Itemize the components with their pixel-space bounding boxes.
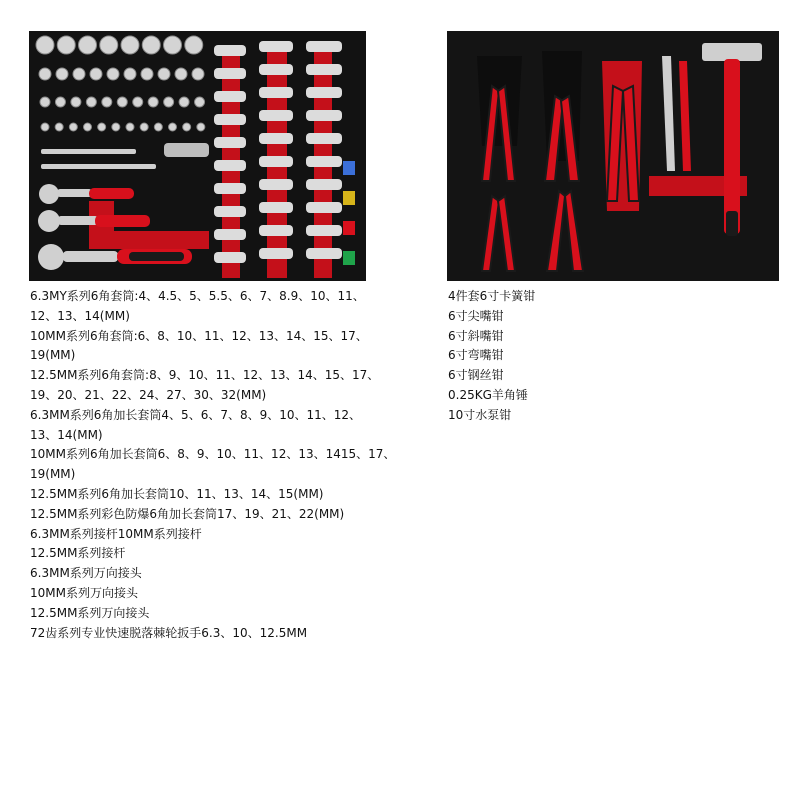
tool-spec-line: 0.25KG羊角锤 — [448, 387, 528, 402]
socket-spec-line: 6.3MY系列6角套筒:4、4.5、5、5.5、6、7、8.9、10、11、 12、13、14(MM) — [30, 289, 365, 323]
socket-spec-line: 10MM系列6角加长套筒6、8、9、10、11、12、13、1415、17、19(MM) — [30, 447, 396, 482]
socket-spec-line: 72齿系列专业快速脱落棘轮扳手6.3、10、12.5MM — [30, 625, 308, 640]
plier-tray-drawing — [447, 31, 779, 281]
socket-tray-drawing — [29, 31, 366, 281]
socket-spec-line: 12.5MM系列彩色防爆6角加长套筒17、19、21、22(MM) — [30, 506, 345, 521]
socket-spec-line: 10MM系列6角套筒:6、8、10、11、12、13、14、15、17、 19(MM) — [30, 328, 368, 363]
socket-spec-line: 12.5MM系列6角套筒:8、9、10、11、12、13、14、15、17、 19、20、21、22、24、27、30、32(MM) — [30, 368, 380, 402]
socket-spec-line: 12.5MM系列万向接头 — [30, 605, 150, 620]
tool-spec-line: 10寸水泵钳 — [448, 407, 512, 422]
socket-spec-line: 6.3MM系列接杆10MM系列接杆 — [30, 526, 202, 541]
socket-spec-line: 10MM系列万向接头 — [30, 585, 138, 600]
plier-hammer-tray-photo — [447, 31, 779, 281]
tool-spec-line: 6寸尖嘴钳 — [448, 308, 504, 323]
tool-spec-line: 6寸钢丝钳 — [448, 368, 504, 383]
socket-spec-line: 12.5MM系列6角加长套筒10、11、13、14、15(MM) — [30, 486, 324, 501]
socket-spec-line: 6.3MM系列6角加长套筒4、5、6、7、8、9、10、11、12、 13、14(MM) — [30, 407, 362, 442]
tool-spec-line: 6寸弯嘴钳 — [448, 348, 504, 363]
socket-set-contents-list — [30, 287, 430, 643]
tool-spec-line: 6寸斜嘴钳 — [448, 328, 504, 343]
tool-spec-line: 4件套6寸卡簧钳 — [448, 289, 536, 303]
socket-set-tray-photo — [29, 31, 366, 281]
plier-set-contents-list — [448, 287, 748, 426]
socket-spec-line: 6.3MM系列万向接头 — [30, 566, 142, 581]
socket-spec-line: 12.5MM系列接杆 — [30, 546, 126, 561]
